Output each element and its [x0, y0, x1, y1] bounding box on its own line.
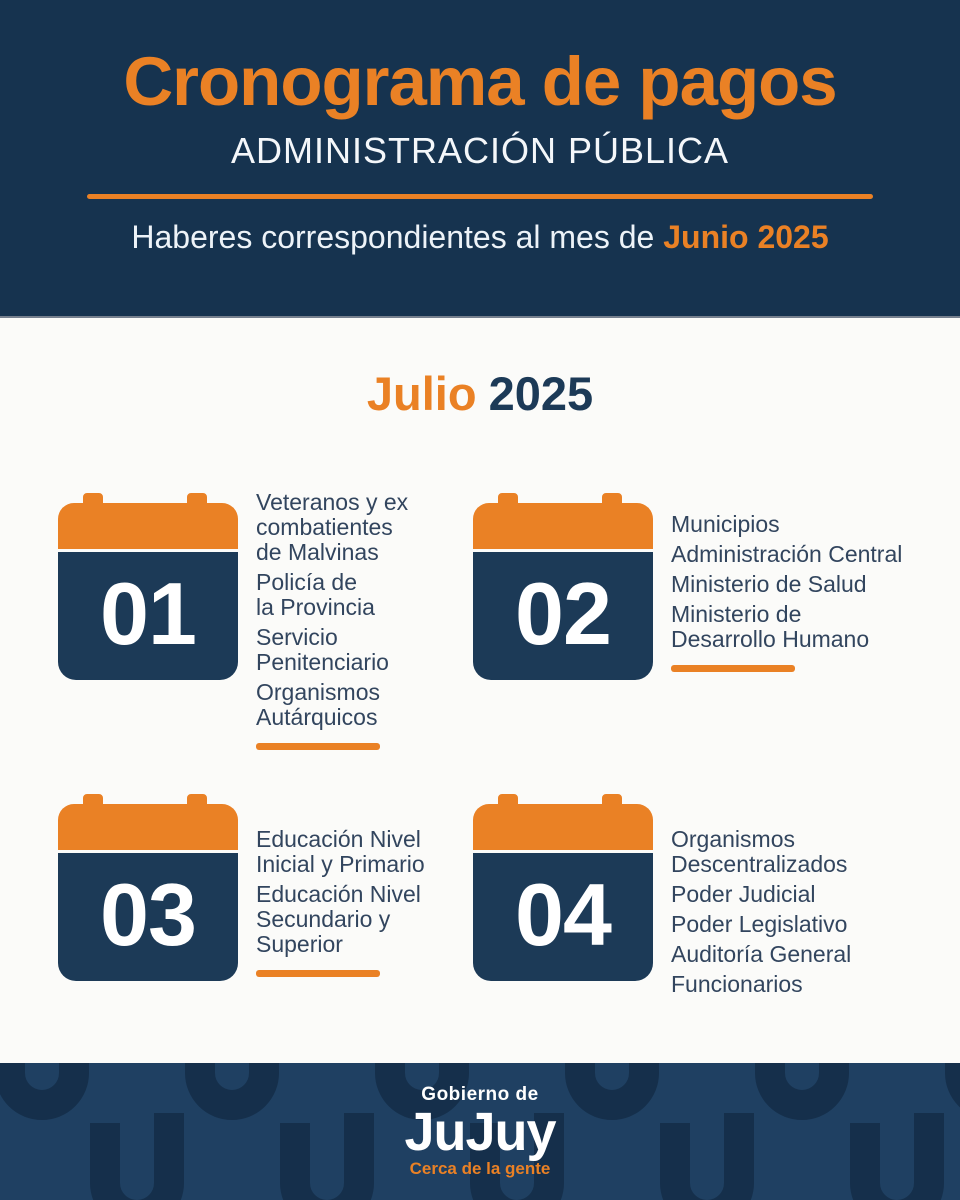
calendar-header: [58, 503, 238, 549]
entity-group: [671, 572, 902, 597]
entity-line: la Provincia: [256, 594, 375, 620]
entity-group: [671, 882, 851, 907]
entity-line: Inicial y Primario: [256, 851, 425, 877]
calendar-body: [473, 552, 653, 680]
entity-line: Servicio: [256, 624, 338, 650]
entity-line: Educación Nivel: [256, 826, 421, 852]
payment-item-04: [473, 791, 851, 1002]
entity-group: [671, 542, 902, 567]
schedule-body: [0, 320, 960, 1063]
payment-item-text: [256, 490, 408, 750]
entity-line: Policía de: [256, 569, 358, 595]
calendar-day-number: 04: [515, 865, 611, 964]
orange-underline: [256, 743, 380, 750]
entity-line: Municipios: [671, 511, 780, 537]
orange-underline: [671, 665, 795, 672]
header-note: [0, 219, 960, 256]
calendar-day-number: 03: [100, 865, 196, 964]
entity-line: Auditoría General: [671, 941, 852, 967]
month-name: Julio: [366, 367, 477, 420]
entity-line: Ministerio de Salud: [671, 571, 867, 597]
entity-group: [256, 827, 425, 877]
calendar-day-number: 02: [515, 564, 611, 663]
page-title: Cronograma de pagos: [123, 43, 837, 120]
calendar-icon: [473, 490, 653, 680]
entity-line: Administración Central: [671, 541, 903, 567]
orange-underline: [256, 970, 380, 977]
entity-line: Ministerio de: [671, 601, 802, 627]
entity-group: [256, 625, 408, 675]
government-logo: [0, 1063, 960, 1200]
calendar-body: [58, 853, 238, 981]
month-title: [0, 366, 960, 421]
entity-line: Penitenciario: [256, 649, 389, 675]
logo-name: JuJuy: [404, 1102, 556, 1162]
payment-item-03: [58, 791, 425, 981]
calendar-icon: [58, 490, 238, 680]
entity-group: [256, 490, 408, 565]
entity-line: Funcionarios: [671, 971, 803, 997]
entity-group: [256, 680, 408, 730]
header-note-text: Haberes correspondientes al mes de: [131, 219, 664, 256]
payment-item-text: [671, 791, 851, 1002]
header-divider: [87, 194, 873, 199]
entity-group: [671, 972, 851, 997]
entity-line: Educación Nivel: [256, 881, 421, 907]
entity-group: [256, 882, 425, 957]
entity-group: [256, 570, 408, 620]
calendar-header: [58, 804, 238, 850]
calendar-day-number: 01: [100, 564, 196, 663]
entity-group: [671, 942, 851, 967]
header-banner: [0, 0, 960, 318]
entity-line: de Malvinas: [256, 539, 379, 565]
payment-item-text: [671, 490, 902, 672]
calendar-body: [473, 853, 653, 981]
header-subtitle: ADMINISTRACIÓN PÚBLICA: [230, 130, 730, 172]
entity-line: Desarrollo Humano: [671, 626, 870, 652]
calendar-icon: [58, 791, 238, 981]
entity-line: Superior: [256, 931, 343, 957]
payment-item-02: [473, 490, 902, 680]
payment-item-01: [58, 490, 408, 750]
entity-line: Secundario y: [256, 906, 391, 932]
entity-group: [671, 912, 851, 937]
header-note-month: Junio 2025: [663, 219, 829, 256]
calendar-icon: [473, 791, 653, 981]
entity-line: Descentralizados: [671, 851, 848, 877]
entity-line: Veteranos y ex: [256, 489, 409, 515]
entity-group: [671, 827, 851, 877]
entity-line: Poder Judicial: [671, 881, 816, 907]
entity-group: [671, 512, 902, 537]
entity-group: [671, 602, 902, 652]
calendar-body: [58, 552, 238, 680]
entity-line: Poder Legislativo: [671, 911, 848, 937]
logo-tagline: Cerca de la gente: [409, 1159, 551, 1178]
logo-smalltext: Gobierno de: [421, 1084, 539, 1105]
calendar-header: [473, 804, 653, 850]
month-year: 2025: [488, 367, 594, 420]
payment-item-text: [256, 791, 425, 977]
entity-line: Organismos: [256, 679, 380, 705]
entity-line: Autárquicos: [256, 704, 378, 730]
entity-line: Organismos: [671, 826, 795, 852]
entity-line: combatientes: [256, 514, 393, 540]
calendar-header: [473, 503, 653, 549]
footer-banner: [0, 1063, 960, 1200]
